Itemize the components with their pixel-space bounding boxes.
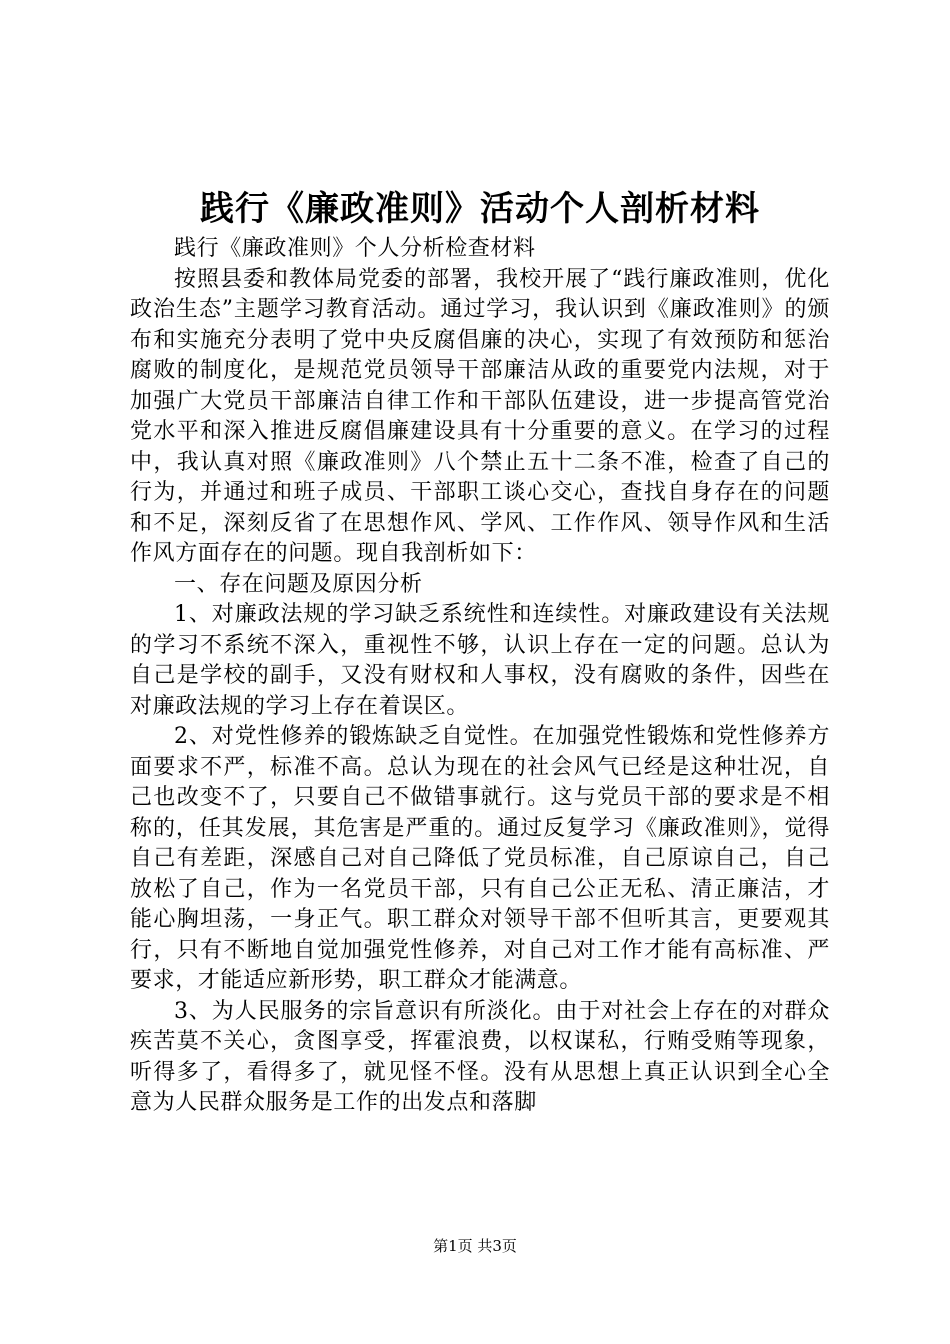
issue-paragraph-3: 3、为人民服务的宗旨意识有所淡化。由于对社会上存在的对群众疾苦莫不关心，贪图享受，挥霍浪费，以权谋私，行贿受贿等现象，听得多了，看得多了，就见怪不怪。没有从思想上真正认识到全心全意为人民群众服务是工作的出发点和落脚 — [130, 998, 830, 1115]
document-body — [130, 234, 830, 1119]
intro-paragraph: 按照县委和教体局党委的部署，我校开展了“践行廉政准则，优化政治生态”主题学习教育活动。通过学习，我认识到《廉政准则》的颁布和实施充分表明了党中央反腐倡廉的决心，实现了有效预防和惩治腐败的制度化，是规范党员领导干部廉洁从政的重要党内法规，对于加强广大党员干部廉洁自律工作和干部队伍建设，进一步提高管党治党水平和深入推进反腐倡廉建设具有十分重要的意义。在学习的过程中，我认真对照《廉政准则》八个禁止五十二条不准，检查了自己的行为，并通过和班子成员、干部职工谈心交心，查找自身存在的问题和不足，深刻反省了在思想作风、学风、工作作风、领导作风和生活作风方面存在的问题。现自我剖析如下： — [130, 266, 830, 566]
subtitle-paragraph: 践行《廉政准则》个人分析检查材料 — [174, 236, 536, 261]
section-heading: 一、存在问题及原因分析 — [174, 571, 423, 597]
page-footer: 第1页 共3页 — [433, 1237, 517, 1255]
document-title: 践行《廉政准则》活动个人剖析材料 — [200, 189, 760, 229]
issue-paragraph-2: 2、对党性修养的锻炼缺乏自觉性。在加强党性锻炼和党性修养方面要求不严，标准不高。总认为现在的社会风气已经是这种壮况，自己也改变不了，只要自己不做错事就行。这与党员干部的要求是不相称的，任其发展，其危害是严重的。通过反复学习《廉政准则》，觉得自己有差距，深感自己对自己降低了党员标准，自己原谅自己，自己放松了自己，作为一名党员干部，只有自己公正无私、清正廉洁，才能心胸坦荡，一身正气。职工群众对领导干部不但听其言，更要观其行，只有不断地自觉加强党性修养，对自己对工作才能有高标准、严要求，才能适应新形势，职工群众才能满意。 — [130, 724, 830, 993]
issue-paragraph-1: 1、对廉政法规的学习缺乏系统性和连续性。对廉政建设有关法规的学习不系统不深入，重视性不够，认识上存在一定的问题。总认为自己是学校的副手，又没有财权和人事权，没有腐败的条件，因些在对廉政法规的学习上存在着误区。 — [130, 602, 830, 719]
